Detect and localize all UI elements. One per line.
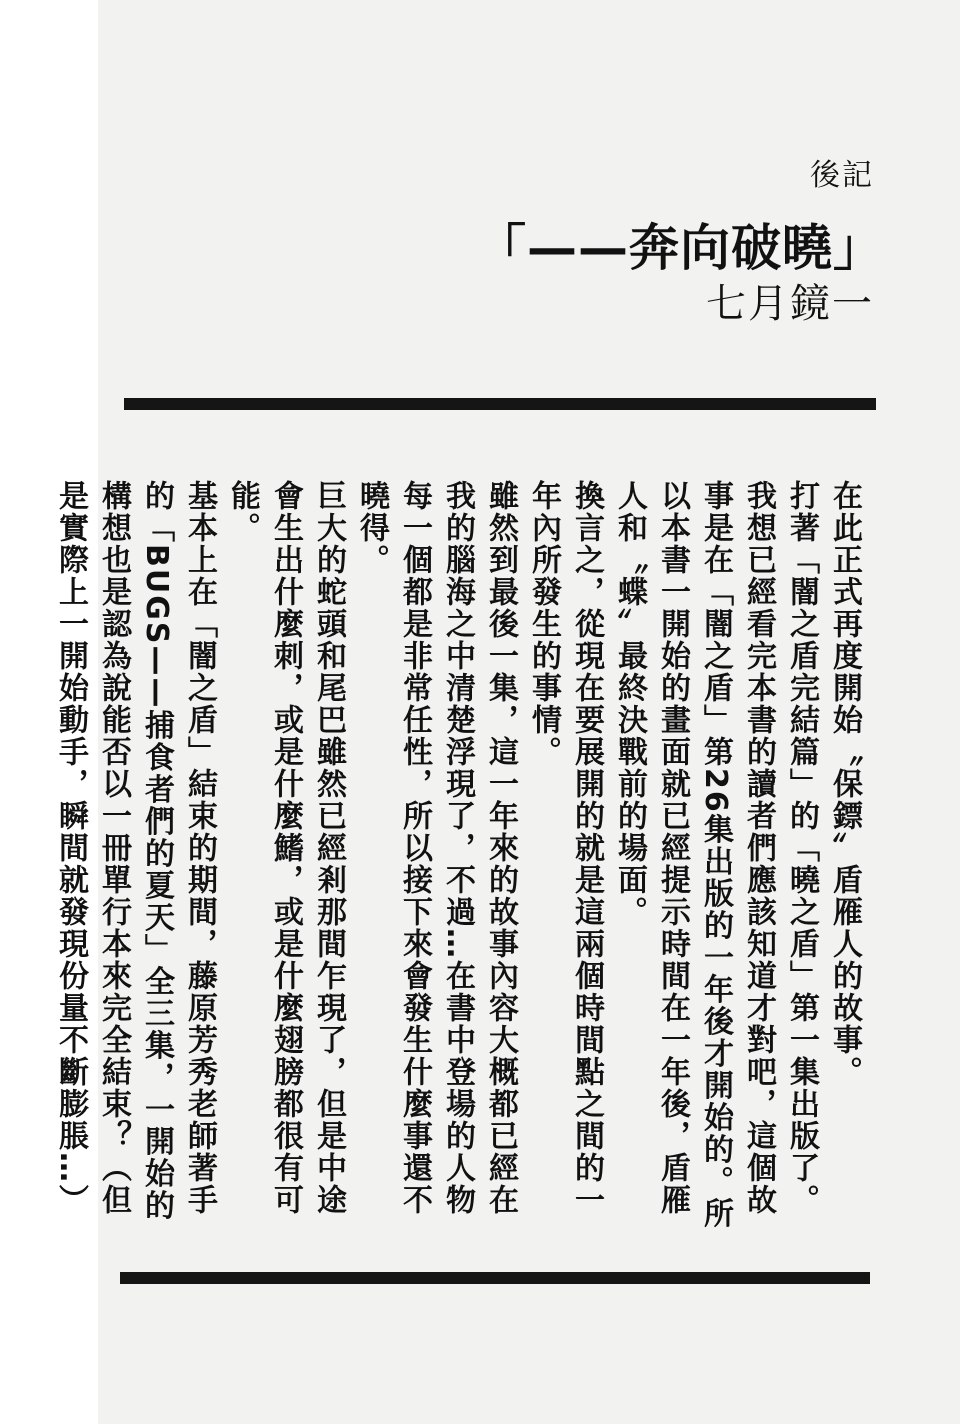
chapter-title: 「——奔向破曉」 [476,219,884,277]
top-divider [124,398,876,410]
paragraph-3: 我想已經看完本書的讀者們應該知道才對吧，這個故事是在「闇之盾」第26集出版的一年後才開始的。所以本書一開始的畫面就已經提示時間在一年後，盾雁人和〝蝶〞最終決戰前的場面。 [612,480,776,1230]
bottom-divider [120,1272,870,1284]
paragraph-7: 基本上在「闇之盾」結束的期間，藤原芳秀老師著手的「BUGS——捕食者們的夏天」全三集，一開始的構想也是認為說能否以一冊單行本來完全結束？（但是實際上一開始動手，瞬間就發現份量不斷膨脹…） [53,480,217,1222]
paragraph-6: 巨大的蛇頭和尾巴雖然已經剎那間乍現了，但是中途會生出什麼刺，或是什麼鰭，或是什麼翅膀都很有可能。 [225,480,346,1216]
author-name: 七月鏡一 [706,281,874,327]
paragraph-1: 在此正式再度開始〝保鏢〞盾雁人的故事。 [827,480,862,1088]
paragraph-5: 雖然到最後一集，這一年來的故事內容大概都已經在我的腦海之中清楚浮現了，不過…在書中登場的人物每一個都是非常任性，所以接下來會發生什麼事還不曉得。 [354,480,518,1216]
paragraph-4: 換言之，從現在要展開的就是這兩個時間點之間的一年內所發生的事情。 [526,480,604,1216]
section-heading: 後記 [810,158,874,193]
paragraph-2: 打著「闇之盾完結篇」的「曉之盾」第一集出版了。 [784,480,819,1216]
afterword-body [53,480,866,1240]
